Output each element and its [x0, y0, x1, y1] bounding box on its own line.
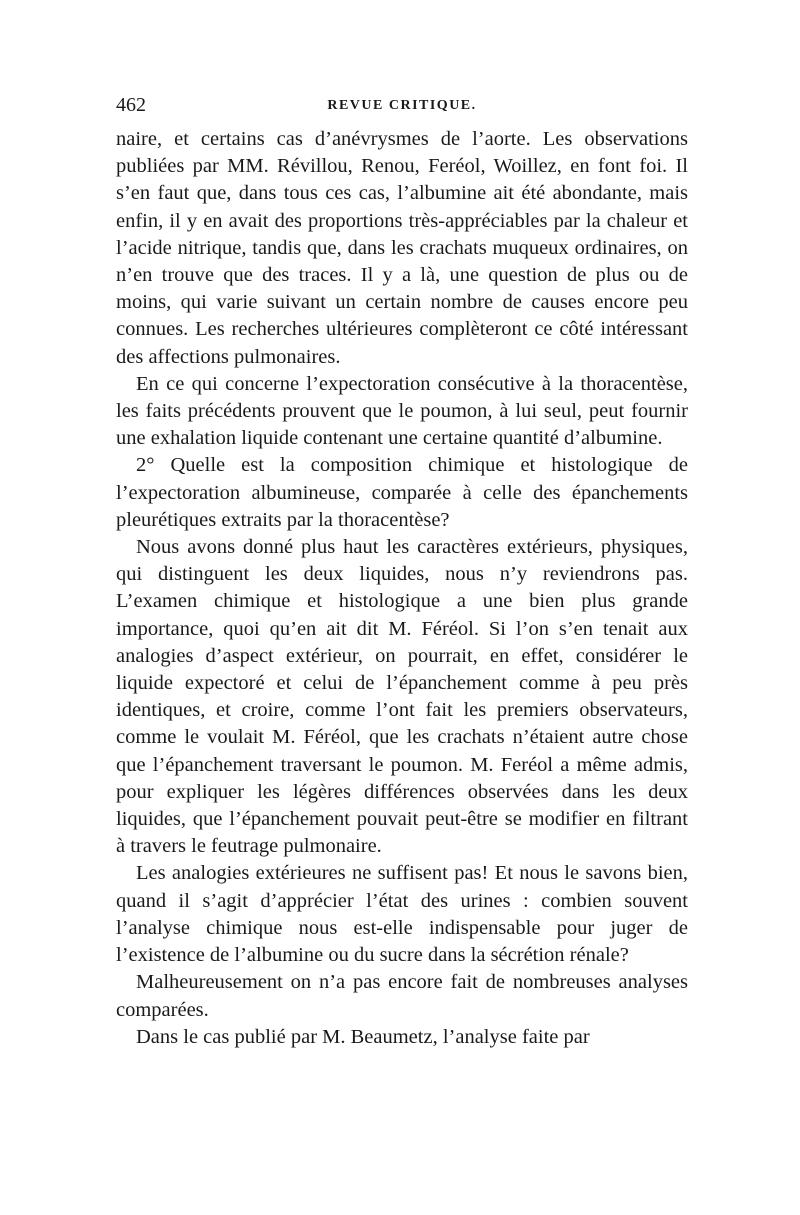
paragraph: Les analogies extérieures ne suffisent pas! Et nous le savons bien, quand il s’agit d’apprécier l’état des urines : combien souvent l’analyse chimique nous est-elle indispensable pour juger de l’existence de l’albumine ou du sucre dans la sécrétion rénale?	[116, 862, 688, 967]
paragraph: Nous avons donné plus haut les caractères extérieurs, physiques, qui distinguent les deux liquides, nous n’y reviendrons pas. L’examen chimique et histologique a une bien plus grande importance, quoi qu’en ait dit M. Féréol. Si l’on s’en tenait aux analogies d’aspect extérieur, on pourrait, en effet, considérer le liquide expectoré et celui de l’épanchement comme à peu près identiques, et croire, comme l’ont fait les premiers observateurs, comme le voulait M. Féréol, que les crachats n’étaient autre chose que l’épanchement traversant le poumon. M. Feréol a même admis, pour expliquer les légères différences observées dans les deux liquides, que l’épanchement pouvait peut-être se modifier en filtrant à travers le feutrage pulmonaire.	[116, 536, 688, 858]
paragraph: Malheureusement on n’a pas encore fait de nombreuses analyses comparées.	[116, 971, 688, 1021]
paragraph: naire, et certains cas d’anévrysmes de l’aorte. Les observations publiées par MM. Révillou, Renou, Feréol, Woillez, en font foi. Il s’en faut que, dans tous ces cas, l’albumine ait été abondante, mais enfin, il y en avait des proportions très-appréciables par la chaleur et l’acide nitrique, tandis que, dans les crachats muqueux ordinaires, on n’en trouve que des traces. Il y a là, une question de plus ou de moins, qui varie suivant un certain nombre de causes encore peu connues. Les recherches ultérieures complèteront ce côté intéressant des affections pulmonaires.	[116, 128, 688, 368]
book-page	[116, 90, 688, 1051]
running-head	[116, 90, 688, 126]
paragraph: 2° Quelle est la composition chimique et histologique de l’expectoration albumineuse, comparée à celle des épanchements pleurétiques extraits par la thoracentèse?	[116, 454, 688, 531]
paragraph: En ce qui concerne l’expectoration consécutive à la thoracentèse, les faits précédents prouvent que le poumon, à lui seul, peut fournir une exhalation liquide contenant une certaine quantité d’albumine.	[116, 372, 688, 450]
journal-title: REVUE CRITIQUE.	[327, 98, 477, 113]
page-number: 462	[116, 94, 146, 116]
body-text	[116, 126, 688, 1051]
paragraph: Dans le cas publié par M. Beaumetz, l’analyse faite par	[136, 1025, 590, 1048]
